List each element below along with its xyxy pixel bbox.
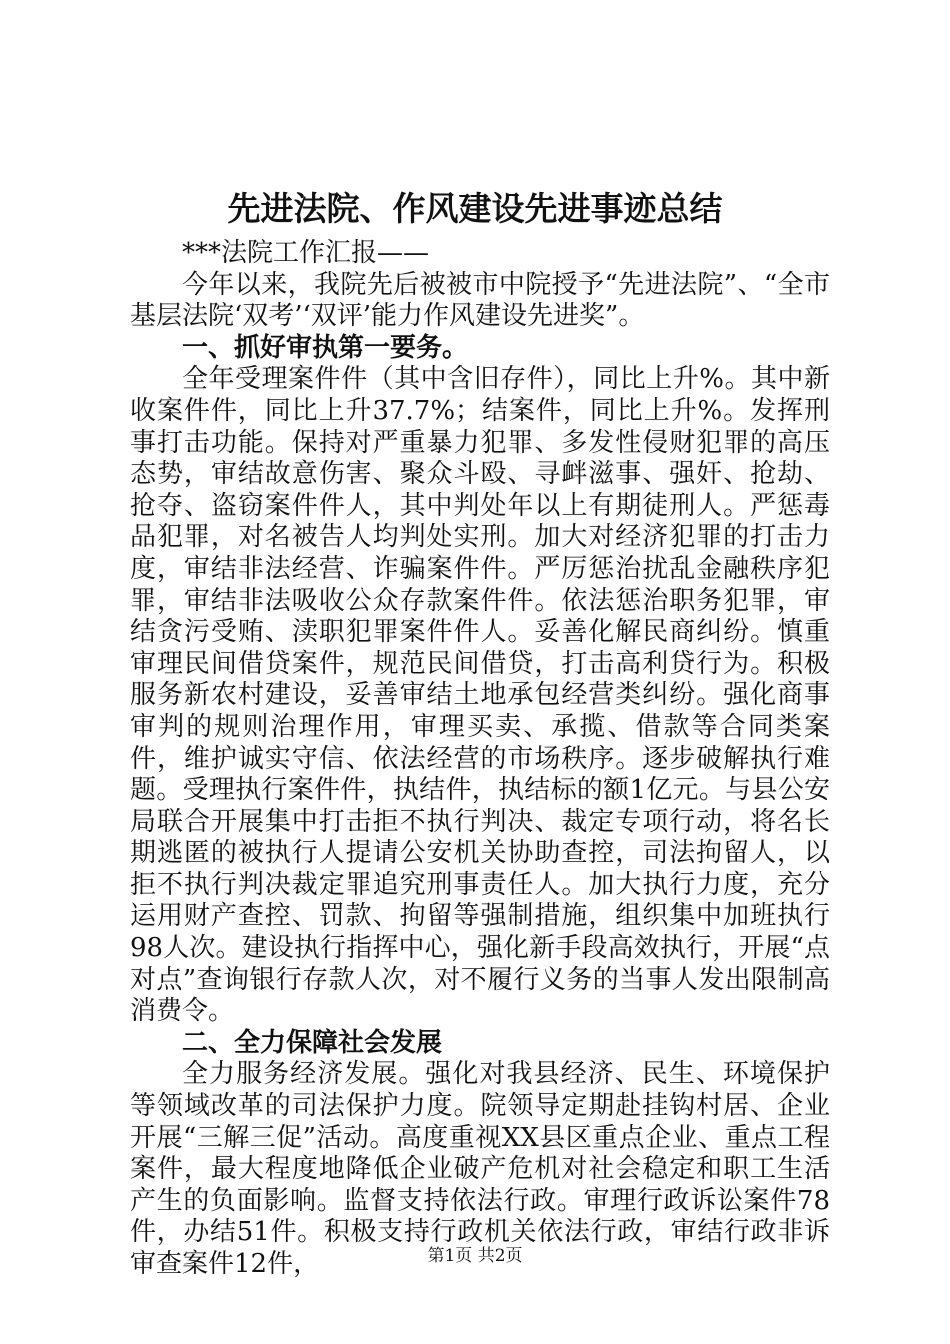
section-1-heading: 一、抓好审执第一要务。 bbox=[182, 332, 469, 363]
intro-paragraph: 今年以来，我院先后被被市中院授予“先进法院”、“全市基层法院‘双考’‘双评’能力作风建设先进奖”。 bbox=[130, 269, 830, 332]
page-footer: 第1页 共2页 bbox=[427, 1246, 523, 1266]
document-title: 先进法院、作风建设先进事迹总结 bbox=[227, 189, 723, 228]
document-body bbox=[130, 238, 830, 1281]
intro-line: ***法院工作汇报—— bbox=[182, 238, 430, 268]
section-1-paragraph: 全年受理案件件（其中含旧存件），同比上升%。其中新收案件件，同比上升37.7%；结案件，同比上升%。发挥刑事打击功能。保持对严重暴力犯罪、多发性侵财犯罪的高压态势，审结故意伤害、聚众斗殴、寻衅滋事、强奸、抢劫、抢夺、盗窃案件件人，其中判处年以上有期徒刑人。严惩毒品犯罪，对名被告人均判处实刑。加大对经济犯罪的打击力度，审结非法经营、诈骗案件件。严厉惩治扰乱金融秩序犯罪，审结非法吸收公众存款案件件。依法惩治职务犯罪，审结贪污受贿、渎职犯罪案件件人。妥善化解民商纠纷。慎重审理民间借贷案件，规范民间借贷，打击高利贷行为。积极服务新农村建设，妥善审结土地承包经营类纠纷。强化商事审判的规则治理作用，审理买卖、承揽、借款等合同类案件，维护诚实守信、依法经营的市场秩序。逐步破解执行难题。受理执行案件件，执结件，执结标的额1亿元。与县公安局联合开展集中打击拒不执行判决、裁定专项行动，将名长期逃匿的被执行人提请公安机关协助查控，司法拘留人，以拒不执行判决裁定罪追究刑事责任人。加大执行力度，充分运用财产查控、罚款、拘留等强制措施，组织集中加班执行98人次。建设执行指挥中心，强化新手段高效执行，开展“点对点”查询银行存款人次，对不履行义务的当事人发出限制高消费令。 bbox=[130, 364, 830, 1027]
section-2-heading: 二、全力保障社会发展 bbox=[182, 1027, 443, 1058]
section-2-paragraph: 全力服务经济发展。强化对我县经济、民生、环境保护等领域改革的司法保护力度。院领导定期赴挂钩村居、企业开展“三解三促”活动。高度重视XX县区重点企业、重点工程案件，最大程度地降低企业破产危机对社会稳定和职工生活产生的负面影响。监督支持依法行政。审理行政诉讼案件78件，办结51件。积极支持行政机关依法行政，审结行政非诉审查案件12件， bbox=[130, 1059, 830, 1279]
